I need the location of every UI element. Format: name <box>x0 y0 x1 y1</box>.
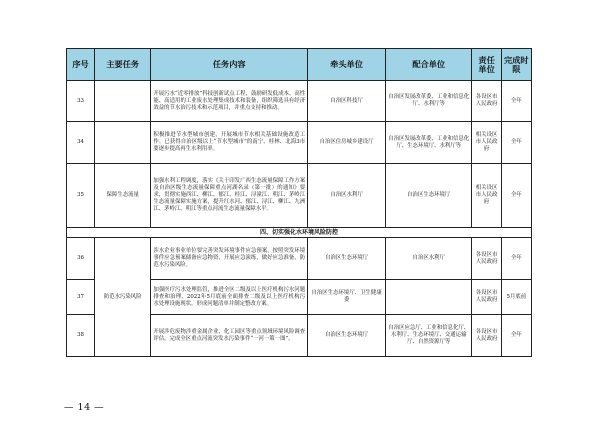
row-coop: 自治区水利厅 <box>385 238 472 280</box>
row-time: 全年 <box>501 315 531 357</box>
row-coop: 自治区应急厅、工业和信息化厅、水利厅、生态环境厅、交通运输厅、自然资源厅等 <box>385 315 472 357</box>
section-row <box>67 228 532 238</box>
row-lead: 自治区生态环境厅 <box>308 315 386 357</box>
row-time: 全年 <box>501 164 531 228</box>
row-content: 涉水企业事业单位要完善突发环境事件应急预案，按照突发环境事件应急预案储备应急物资，开展应急演练，做好应急准备，防范水污染风险。 <box>151 238 308 280</box>
header-time: 完成时限 <box>501 49 531 81</box>
row-number: 33 <box>67 81 95 122</box>
row-number: 34 <box>67 122 95 164</box>
header-task: 主要任务 <box>95 49 151 81</box>
row-resp: 相关设区市人民政府 <box>472 122 501 164</box>
row-number: 37 <box>67 280 95 315</box>
row-content: 开展涉危废物涉重金属企业、化工园区等重点领域环境风险调查评估，完成全区重点河流突发水污染事件“一河一策一图”。 <box>151 315 308 357</box>
row-number: 36 <box>67 238 95 280</box>
row-resp: 各设区市人民政府 <box>472 81 501 122</box>
table-row <box>67 238 532 280</box>
row-coop <box>385 280 472 315</box>
row-resp: 各设区市人民政府 <box>472 315 501 357</box>
row-task: 防范水污染风险 <box>95 238 151 357</box>
row-lead: 自治区住房城乡建设厅 <box>308 122 386 164</box>
row-lead: 自治区水利厅 <box>308 164 386 228</box>
page-number: — 14 — <box>64 402 105 413</box>
header-coop: 配合单位 <box>385 49 472 81</box>
row-task <box>95 81 151 122</box>
row-lead: 自治区生态环境厅 <box>308 238 386 280</box>
row-lead: 自治区科技厅 <box>308 81 386 122</box>
row-coop: 自治区生态环境厅 <box>385 164 472 228</box>
table-row <box>67 164 532 228</box>
row-lead: 自治区生态环境厅、卫生健康委 <box>308 280 386 315</box>
row-time: 全年 <box>501 238 531 280</box>
row-coop: 自治区发展改革委、工业和信息化厅、生态环境厅、水利厅等 <box>385 122 472 164</box>
row-task: 保障生态流量 <box>95 164 151 228</box>
header-num: 序号 <box>67 49 95 81</box>
header-resp: 责任单位 <box>472 49 501 81</box>
header-content: 任务内容 <box>151 49 308 81</box>
row-time: 5月底前 <box>501 280 531 315</box>
row-number: 35 <box>67 164 95 228</box>
row-time: 全年 <box>501 122 531 164</box>
table-row <box>67 122 532 164</box>
row-content: 加强水利工程调度，落实《关于印发广西生态流量保障工作方案及自治区级生态流量保障重点河湖名录（第一批）的通知》要求，贯彻实施西江、柳江、郁江、桂江、浔潼江、明江、茅岭江生态流量保障实施方案，提升红水河、郁江、浔江、柳江、九洲江、茅岭江、明江等重点河流生态流量保障水平。 <box>151 164 308 228</box>
header-lead: 牵头单位 <box>308 49 386 81</box>
row-task <box>95 122 151 164</box>
section-title: 四、切实强化水环境风险防控 <box>67 228 532 238</box>
row-resp: 相关设区市人民政府 <box>472 164 501 228</box>
row-resp: 各设区市人民政府 <box>472 238 501 280</box>
table-row <box>67 81 532 122</box>
row-content: 积极推进节水型城市创建，开展城市节水相关基础设施改造工作。已获得自治区级以上“节水型城市”的南宁、桂林、北海3市要逐步提高再生水利用率。 <box>151 122 308 164</box>
row-resp: 各设区市人民政府 <box>472 280 501 315</box>
row-content: 加强医疗污水处理监管，推进全区二级及以上医疗机构污水问题排查和治理，2022年5月底前全面排查二级及以上医疗机构污水处理设施现状，形成问题清单并制定整改方案。 <box>151 280 308 315</box>
header-row <box>67 49 532 81</box>
row-coop: 自治区发展改革委、工业和信息化厅、水利厅等 <box>385 81 472 122</box>
row-time: 全年 <box>501 81 531 122</box>
row-content: 开展污水“近零排放”科技创新试点工程，鼓励研发低成本、高性能、高适用的工业废水处理集成技术和装备，组织筛选具有经济效益的节水治污技术和示范项目，并重点支持和推动。 <box>151 81 308 122</box>
task-table <box>66 48 532 357</box>
row-number: 38 <box>67 315 95 357</box>
